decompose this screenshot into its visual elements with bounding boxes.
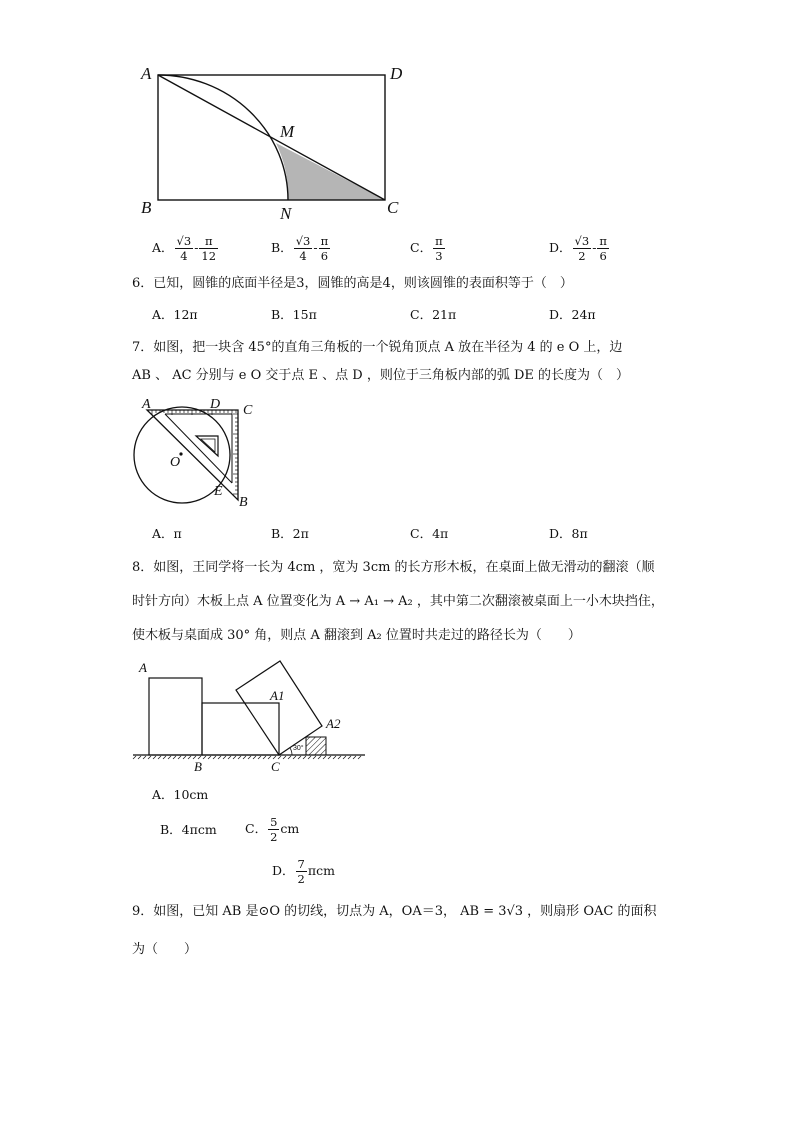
table-hatch-line	[298, 756, 301, 759]
label-d: D	[390, 64, 403, 83]
table-hatch-line	[333, 756, 336, 759]
q8-option-c[interactable]: C． $\frac{5}{2}$ cm	[245, 815, 300, 844]
table-hatch-line	[253, 756, 256, 759]
q8-option-a[interactable]: A．10cm	[152, 787, 209, 802]
label-n: N	[280, 204, 292, 223]
table-hatch-line	[293, 756, 296, 759]
table-hatch-line	[358, 756, 361, 759]
table-hatch-line	[263, 756, 266, 759]
table-hatch-line	[303, 756, 306, 759]
q7-label-d: D	[210, 397, 221, 412]
table-hatch-line	[228, 756, 231, 759]
q8-label-b: B	[194, 759, 202, 774]
table-hatch-line	[213, 756, 216, 759]
table-hatch-line	[243, 756, 246, 759]
q7-option-b[interactable]: B．2π	[271, 526, 309, 541]
q8-stem-line3: 使木板与桌面成 30° 角，则点 A 翻滚到 A₂ 位置时共走过的路径长为（ ）	[132, 628, 581, 643]
q7-option-c[interactable]: C．4π	[410, 526, 449, 541]
table-hatch-line	[223, 756, 226, 759]
q7-label-o: O	[170, 455, 181, 470]
q7-stem-line1: 7．如图，把一块含 45°的直角三角板的一个锐角顶点 A 放在半径为 4 的 e O 上，边	[132, 340, 623, 355]
table-hatch-line	[168, 756, 171, 759]
table-hatch-line	[173, 756, 176, 759]
table-hatch-line	[318, 756, 321, 759]
q8-option-b[interactable]: B．4πcm	[160, 822, 217, 837]
table-hatch-line	[178, 756, 181, 759]
q7-label-e: E	[214, 484, 223, 499]
table-hatch-line	[338, 756, 341, 759]
table-hatch-line	[308, 756, 311, 759]
q7-stem-line2: AB 、 AC 分别与 e O 交于点 E 、点 D ，则位于三角板内部的弧 DE 的长度为（ ）	[132, 368, 630, 383]
q8-label-a1: A1	[270, 688, 285, 703]
label-m: M	[280, 122, 295, 141]
q5-option-d[interactable]: D． $\frac{√3}{2}$ - $\frac{\pi}{6}$	[549, 234, 607, 263]
angle-arc	[290, 748, 292, 755]
table-hatch-line	[323, 756, 326, 759]
q6-option-d[interactable]: D．24π	[549, 307, 596, 322]
q6-stem: 6．已知，圆锥的底面半径是3，圆锥的高是4，则该圆锥的表面积等于（ ）	[132, 276, 573, 291]
table-hatch-line	[203, 756, 206, 759]
table-hatch-line	[283, 756, 286, 759]
label-a: A	[141, 64, 152, 83]
table-hatch-line	[218, 756, 221, 759]
table-hatch-line	[143, 756, 146, 759]
table-hatch-line	[133, 756, 136, 759]
table-hatch-line	[353, 756, 356, 759]
q5-option-a[interactable]: A． $\frac{√3}{4}$ - $\frac{\pi}{12}$	[152, 234, 217, 263]
table-hatch-line	[258, 756, 261, 759]
q9-stem-line2: 为（ ）	[132, 942, 198, 957]
q7-label-b: B	[239, 495, 248, 510]
q8-stem-line2: 时针方向）木板上点 A 位置变化为 A → A₁ → A₂ ，其中第二次翻滚被桌面上一小木块挡住，	[132, 594, 664, 609]
q8-label-a: A	[139, 660, 147, 675]
q5-option-b[interactable]: B． $\frac{√3}{4}$ - $\frac{\pi}{6}$	[271, 234, 329, 263]
table-hatch-line	[153, 756, 156, 759]
board-position-1	[149, 678, 202, 755]
q6-option-c[interactable]: C．21π	[410, 307, 457, 322]
table-hatch-line	[313, 756, 316, 759]
q8-label-c: C	[271, 759, 280, 774]
table-hatch-line	[138, 756, 141, 759]
q7-label-a: A	[142, 397, 151, 412]
table-hatch-line	[158, 756, 161, 759]
q8-label-a2: A2	[326, 716, 341, 731]
table-hatch-line	[163, 756, 166, 759]
table-hatch-line	[238, 756, 241, 759]
table-hatch-line	[343, 756, 346, 759]
q8-option-d[interactable]: D． $\frac{7}{2}$ πcm	[272, 857, 335, 886]
q8-stem-line1: 8．如图，王同学将一长为 4cm ，宽为 3cm 的长方形木板，在桌面上做无滑动的翻滚（顺	[132, 560, 655, 575]
table-hatch-line	[328, 756, 331, 759]
table-hatch-line	[288, 756, 291, 759]
table-hatch-line	[248, 756, 251, 759]
table-hatch-line	[233, 756, 236, 759]
label-b: B	[141, 198, 152, 217]
q9-stem-line1: 9．如图，已知 AB 是⊙O 的切线，切点为 A，OA＝3， AB = 3√3 ，则扇形 OAC 的面积	[132, 904, 657, 919]
q7-label-c: C	[243, 403, 253, 418]
q5-option-c[interactable]: C． $\frac{\pi}{3}$	[410, 234, 443, 263]
q7-option-d[interactable]: D．8π	[549, 526, 588, 541]
table-hatch-line	[188, 756, 191, 759]
q6-option-b[interactable]: B．15π	[271, 307, 317, 322]
board-position-2	[202, 703, 279, 755]
table-hatch-line	[148, 756, 151, 759]
table-hatching	[133, 756, 361, 759]
table-hatch-line	[348, 756, 351, 759]
small-block	[306, 737, 326, 755]
label-c: C	[387, 198, 399, 217]
q7-option-a[interactable]: A．π	[152, 526, 182, 541]
q6-option-a[interactable]: A．12π	[152, 307, 198, 322]
q8-angle-label: 30°	[293, 745, 304, 752]
table-hatch-line	[183, 756, 186, 759]
table-hatch-line	[208, 756, 211, 759]
